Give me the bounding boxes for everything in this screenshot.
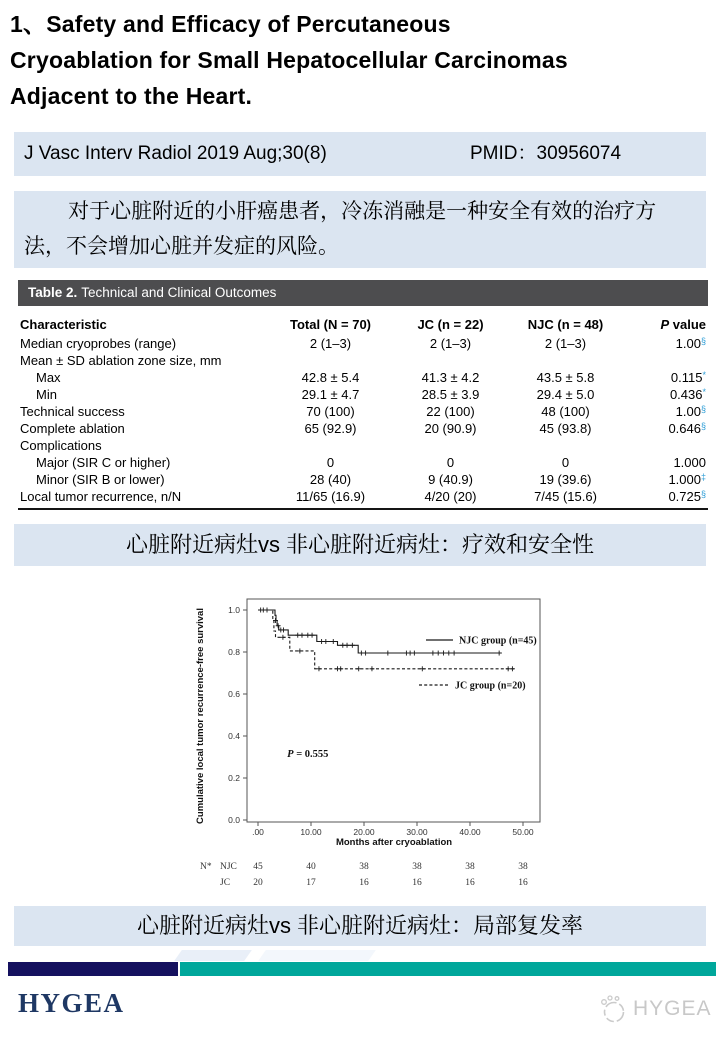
row-value-cell: 65 (92.9) [304, 421, 357, 436]
col-header-pvalue: P value [660, 317, 706, 332]
y-axis-label: Cumulative local tumor recurrence-free survival [195, 608, 206, 824]
table-header-row [18, 315, 708, 334]
row-value-cell: 29.4 ± 5.0 [536, 387, 595, 402]
row-value-cell [393, 437, 508, 454]
row-value-cell: 2 (1–3) [309, 336, 352, 351]
row-value-cell [268, 437, 393, 454]
row-label: Complete ablation [20, 421, 125, 436]
row-label: Minor (SIR B or lower) [36, 472, 165, 487]
pmid-label: PMID：30956074 [470, 143, 622, 164]
at-risk-group-label: NJC [220, 862, 237, 872]
at-risk-header: N* [200, 862, 212, 872]
summary-box [14, 191, 706, 268]
km-plot-svg [186, 592, 550, 904]
row-label: Major (SIR C or higher) [36, 455, 171, 470]
table-row [18, 454, 708, 471]
y-tick-label: 0.0 [228, 815, 240, 825]
x-tick-label: .00 [252, 827, 264, 837]
at-risk-count: 38 [518, 862, 528, 872]
row-value-cell: 41.3 ± 4.2 [421, 370, 480, 385]
table-row [18, 471, 708, 488]
plot-border [247, 599, 540, 822]
row-value-cell: 28.5 ± 3.9 [421, 387, 480, 402]
row-pvalue-cell: 0.646§ [668, 421, 706, 436]
x-tick-label: 50.00 [512, 827, 534, 837]
x-tick-label: 20.00 [353, 827, 375, 837]
row-value-cell: 28 (40) [309, 472, 352, 487]
at-risk-count: 16 [359, 878, 369, 888]
table-row [18, 369, 708, 386]
hygea-logo: HYGEA [18, 988, 125, 1018]
row-pvalue-cell: 0.725§ [668, 489, 706, 504]
hygea-watermark [598, 993, 712, 1025]
page-title [10, 6, 712, 114]
row-label: Complications [20, 438, 102, 453]
table-caption [18, 280, 708, 306]
section-band-efficacy-safety: 心脏附近病灶vs 非心脏附近病灶：疗效和安全性 [14, 524, 706, 566]
at-risk-group-label: JC [220, 878, 231, 888]
row-label: Mean ± SD ablation zone size, mm [20, 353, 222, 368]
table-row [18, 488, 708, 505]
title-line-3: Adjacent to the Heart. [10, 83, 253, 109]
x-axis-label: Months after cryoablation [335, 837, 453, 848]
p-value-annotation: P = 0.555 [287, 749, 329, 760]
njc-curve [258, 610, 502, 653]
at-risk-count: 38 [465, 862, 475, 872]
at-risk-count: 40 [306, 862, 316, 872]
row-value-cell [268, 352, 393, 369]
col-header-characteristic: Characteristic [20, 317, 107, 332]
footer-teal-bar [180, 962, 716, 976]
footer-navy-bar [8, 962, 178, 976]
summary-text: 对于心脏附近的小肝癌患者，冷冻消融是一种安全有效的治疗方法，不会增加心脏并发症的风险。 [24, 200, 657, 258]
table-row [18, 420, 708, 437]
watermark-text: HYGEA [633, 997, 712, 1020]
col-header-njc: NJC (n = 48) [527, 317, 604, 332]
legend-label: JC group (n=20) [455, 680, 526, 692]
row-value-cell [508, 352, 623, 369]
y-tick-label: 0.8 [228, 647, 240, 657]
row-value-cell: 20 (90.9) [424, 421, 477, 436]
col-header-jc: JC (n = 22) [417, 317, 484, 332]
row-pvalue-cell: 1.000‡ [668, 472, 706, 487]
row-label: Max [36, 370, 61, 385]
at-risk-count: 16 [465, 878, 475, 888]
row-value-cell: 22 (100) [426, 404, 475, 419]
row-value-cell: 0 [446, 455, 455, 470]
y-tick-label: 0.6 [228, 689, 240, 699]
row-value-cell [393, 352, 508, 369]
row-value-cell: 9 (40.9) [428, 472, 473, 487]
at-risk-count: 16 [518, 878, 528, 888]
row-label: Min [36, 387, 57, 402]
row-label: Median cryoprobes (range) [20, 336, 177, 351]
table-caption-title: Technical and Clinical Outcomes [81, 285, 277, 300]
section-band-recurrence: 心脏附近病灶vs 非心脏附近病灶：局部复发率 [14, 906, 706, 946]
row-value-cell: 7/45 (15.6) [534, 489, 597, 504]
row-label: Technical success [20, 404, 125, 419]
x-tick-label: 30.00 [406, 827, 428, 837]
y-tick-label: 1.0 [228, 605, 240, 615]
row-pvalue-cell: 1.00§ [675, 336, 706, 351]
y-tick-label: 0.2 [228, 773, 240, 783]
table-row [18, 335, 708, 352]
row-pvalue-cell: 0.115* [670, 370, 706, 385]
title-line-2: Cryoablation for Small Hepatocellular Carcinomas [10, 47, 568, 73]
row-value-cell: 19 (39.6) [539, 472, 592, 487]
hygea-watermark-icon [598, 993, 628, 1025]
citation-bar [14, 132, 706, 176]
at-risk-count: 16 [412, 878, 422, 888]
row-value-cell: 70 (100) [306, 404, 355, 419]
table-row [18, 352, 708, 369]
col-header-total: Total (N = 70) [289, 317, 372, 332]
table-body [18, 306, 708, 510]
row-value-cell: 29.1 ± 4.7 [301, 387, 360, 402]
row-pvalue-cell [623, 437, 708, 454]
row-pvalue-cell [623, 352, 708, 369]
row-value-cell: 4/20 (20) [424, 489, 477, 504]
row-pvalue-cell: 0.436* [669, 387, 706, 402]
row-pvalue-cell: 1.00§ [675, 404, 706, 419]
row-value-cell: 43.5 ± 5.8 [536, 370, 595, 385]
x-tick-label: 40.00 [459, 827, 481, 837]
at-risk-count: 45 [253, 862, 263, 872]
x-tick-label: 10.00 [300, 827, 322, 837]
at-risk-count: 20 [253, 878, 263, 888]
legend-label: NJC group (n=45) [459, 635, 537, 647]
table-2-outcomes [18, 280, 708, 510]
y-tick-label: 0.4 [228, 731, 240, 741]
row-value-cell: 2 (1–3) [429, 336, 472, 351]
row-value-cell: 48 (100) [541, 404, 590, 419]
row-value-cell: 2 (1–3) [544, 336, 587, 351]
row-value-cell: 45 (93.8) [539, 421, 592, 436]
row-pvalue-cell: 1.000 [673, 455, 706, 470]
at-risk-count: 38 [412, 862, 422, 872]
table-row [18, 386, 708, 403]
table-row [18, 437, 708, 454]
row-label: Local tumor recurrence, n/N [20, 489, 182, 504]
at-risk-count: 17 [306, 878, 316, 888]
row-value-cell: 0 [326, 455, 335, 470]
row-value-cell: 0 [561, 455, 570, 470]
row-value-cell [508, 437, 623, 454]
footer-deco-shape [258, 950, 376, 961]
footer-deco-shape [174, 950, 252, 961]
at-risk-count: 38 [359, 862, 369, 872]
table-row [18, 403, 708, 420]
km-chart [186, 592, 550, 904]
title-line-1: 1、Safety and Efficacy of Percutaneous [10, 11, 451, 37]
row-value-cell: 11/65 (16.9) [295, 489, 366, 504]
journal-reference: J Vasc Interv Radiol 2019 Aug;30(8) [24, 143, 327, 164]
row-value-cell: 42.8 ± 5.4 [301, 370, 360, 385]
table-caption-number: Table 2. [28, 285, 78, 300]
